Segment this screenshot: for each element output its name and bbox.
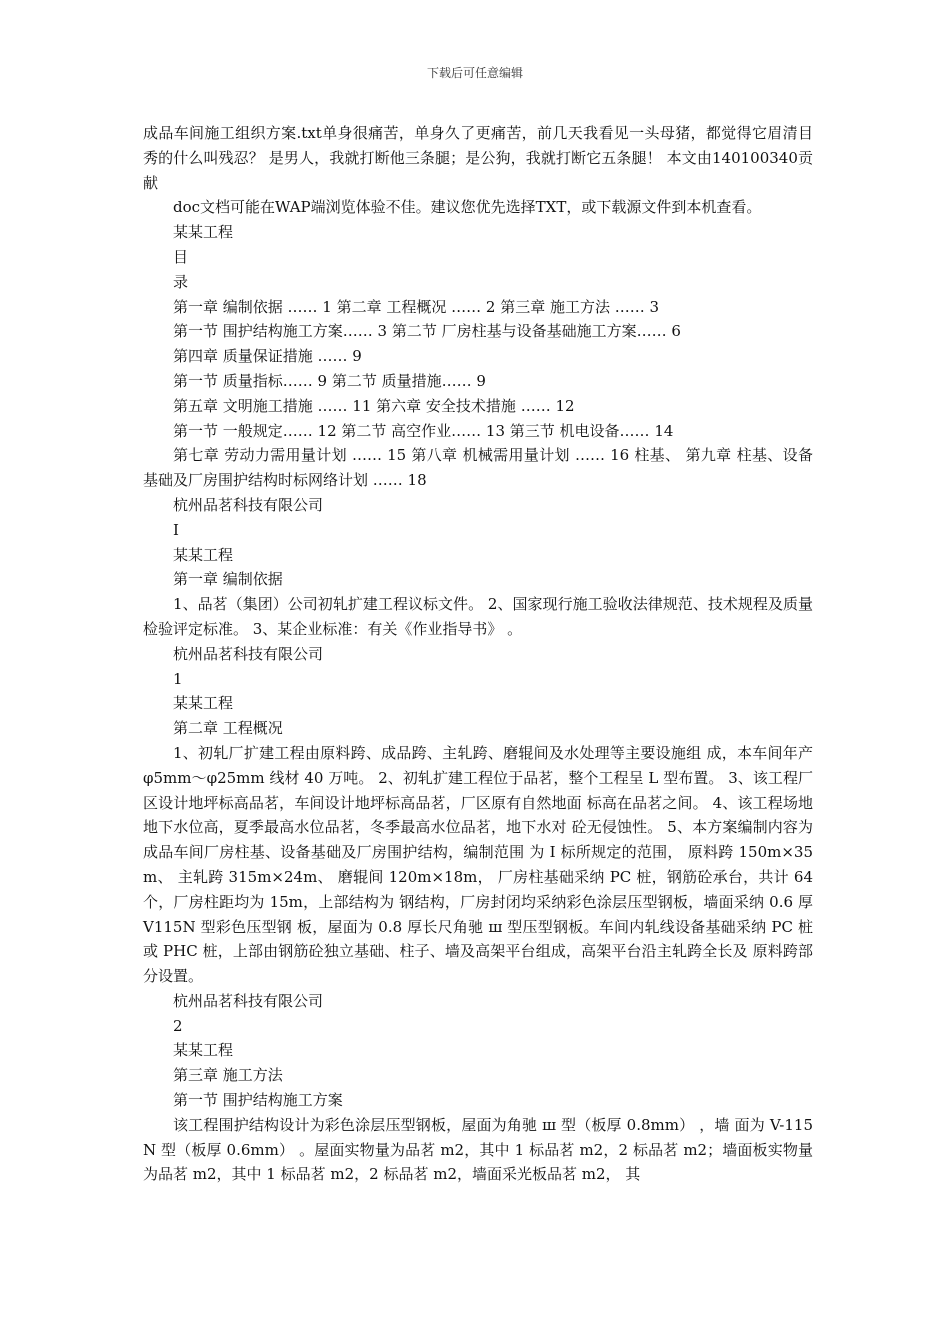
paragraph: 录 bbox=[173, 272, 189, 291]
paragraph: 第一节 围护结构施工方案 bbox=[173, 1091, 343, 1110]
paragraph: 杭州品茗科技有限公司 bbox=[173, 991, 324, 1010]
paragraph: 第二章 工程概况 bbox=[173, 719, 283, 738]
paragraph: doc文档可能在WAP端浏览体验不佳。建议您优先选择TXT，或下载源文件到本机查看。 bbox=[173, 198, 762, 217]
paragraph: 第三章 施工方法 bbox=[173, 1066, 283, 1085]
paragraph: 第七章 劳动力需用量计划 …… 15 第八章 机械需用量计划 …… 16 柱基、 第九章 柱基、设备基础及厂房围护结构时标网络计划 …… 18 bbox=[143, 446, 813, 490]
paragraph: 某某工程 bbox=[173, 1041, 234, 1060]
paragraph: 1、初轧厂扩建工程由原料跨、成品跨、主轧跨、磨辊间及水处理等主要设施组 成，本车间年产 φ5mm～φ25mm 线材 40 万吨。 2、初轧扩建工程位于品茗，整个工程呈 L 型布置。 3、该工程厂区设计地坪标高品茗，车间设计地坪标高品茗，厂区原有自然地面 标高在品茗之间。 4、该工程场地地下水位高，夏季最高水位品茗，冬季最高水位品茗，地下水对 砼无侵蚀性。 5、本方案编制内容为成品车间厂房柱基、设备基础及厂房围护结构，编制范围 为 I 标所规定的范围， 原料跨 150m×35m、 主轧跨 315m×24m、 磨辊间 120m×18m， 厂房柱基础采纳 PC 桩，钢筋砼承台，共计 64 个，厂房柱距均为 15m，上部结构为 钢结构，厂房封闭均采纳彩色涂层压型钢板，墙面采纳 0.6 厚 V115N 型彩色压型钢 板，屋面为 0.8 厚长尺角驰 ш 型压型钢板。车间内轧线设备基础采纳 PC 桩或 PHC 桩，上部由钢筋砼独立基础、柱子、墙及高架平台组成，高架平台沿主轧跨全长及 原料跨部分设置。 bbox=[143, 743, 813, 986]
page-header: 下载后可任意编辑 bbox=[426, 66, 523, 80]
paragraph: 某某工程 bbox=[173, 223, 234, 242]
paragraph: 目 bbox=[173, 247, 189, 266]
paragraph: 该工程围护结构设计为彩色涂层压型钢板，屋面为角驰 ш 型（板厚 0.8mm） ，墙 面为 V-115N 型（板厚 0.6mm） 。屋面实物量为品茗 m2，其中 1 标品茗 m2，2 标品茗 m2；墙面板实物量为品茗 m2，其中 1 标品茗 m2，2 标品茗 m2，墙面采光板品茗 m2， 其 bbox=[143, 1115, 813, 1184]
paragraph: 第一节 质量指标…… 9 第二节 质量措施…… 9 bbox=[173, 371, 486, 390]
paragraph: 第一章 编制依据 …… 1 第二章 工程概况 …… 2 第三章 施工方法 …… 3 bbox=[173, 297, 660, 316]
paragraph: I bbox=[173, 520, 179, 539]
paragraph: 第一节 围护结构施工方案…… 3 第二节 厂房柱基与设备基础施工方案…… 6 bbox=[173, 322, 681, 341]
document-body bbox=[143, 121, 813, 1187]
paragraph: 第一节 一般规定…… 12 第二节 高空作业…… 13 第三节 机电设备…… 14 bbox=[173, 421, 674, 440]
paragraph: 某某工程 bbox=[173, 694, 234, 713]
paragraph: 某某工程 bbox=[173, 545, 234, 564]
paragraph: 杭州品茗科技有限公司 bbox=[173, 495, 324, 514]
paragraph: 1、品茗（集团）公司初轧扩建工程议标文件。 2、国家现行施工验收法律规范、技术规程及质量检验评定标准。 3、某企业标准：有关《作业指导书》 。 bbox=[143, 595, 813, 638]
paragraph: 第五章 文明施工措施 …… 11 第六章 安全技术措施 …… 12 bbox=[173, 396, 575, 415]
paragraph: 成品车间施工组织方案.txt单身很痛苦，单身久了更痛苦，前几天我看见一头母猪，都觉得它眉清目秀的什么叫残忍？ 是男人，我就打断他三条腿；是公狗，我就打断它五条腿！ 本文由140100340贡献 bbox=[143, 124, 813, 192]
paragraph: 杭州品茗科技有限公司 bbox=[173, 644, 324, 663]
paragraph: 第四章 质量保证措施 …… 9 bbox=[173, 347, 362, 366]
paragraph: 2 bbox=[173, 1016, 183, 1035]
paragraph: 第一章 编制依据 bbox=[173, 570, 283, 589]
paragraph: 1 bbox=[173, 669, 183, 688]
